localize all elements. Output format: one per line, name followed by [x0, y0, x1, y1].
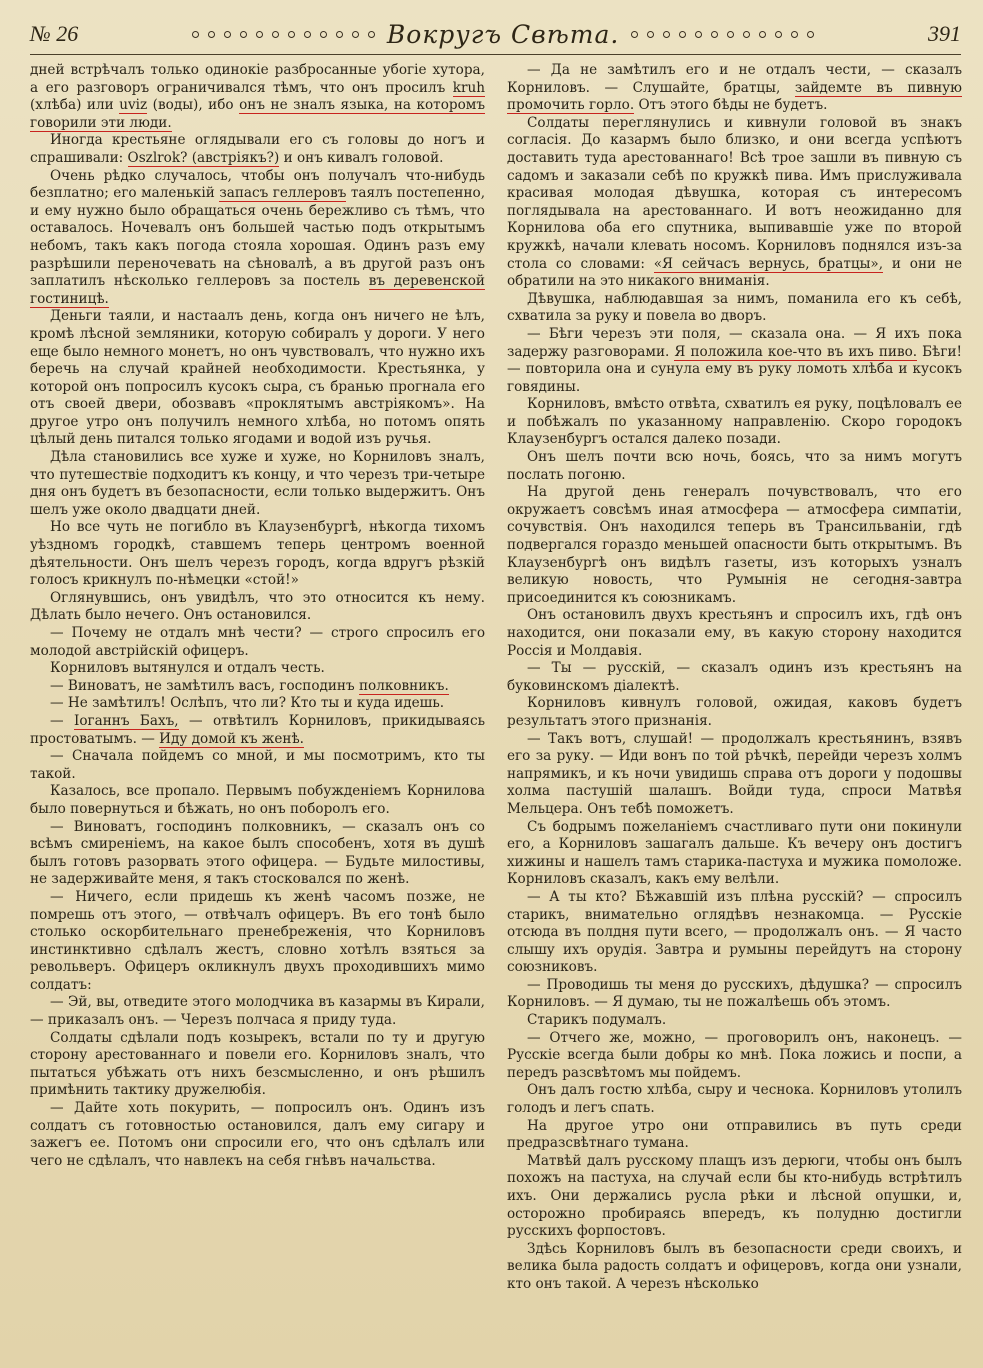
text-run: и они не обратили на это никакого вниманія.	[507, 255, 962, 290]
text-run: — отвѣтилъ Корниловъ, прикидываясь простоватымъ. —	[30, 712, 485, 747]
paragraph: Солдаты сдѣлали подъ козырекъ, встали по ту и другую сторону арестованнаго и повели его. Корниловъ зналъ, что пытаться убѣжать отъ нихъ безсмысленно, и онъ рѣшилъ примѣнить тактику дружелюбія.	[30, 1029, 485, 1099]
left-column	[30, 62, 485, 1362]
text-run: Отъ этого бѣды не будетъ.	[634, 97, 828, 114]
paragraph: Дѣла становились все хуже и хуже, но Корниловъ зналъ, что путешествіе подходитъ къ концу, и что черезъ три-четыре дня онъ будетъ въ безопасности, если только выдержитъ. Онъ шелъ уже около двадцати дней.	[30, 449, 485, 518]
right-column	[507, 62, 962, 1362]
paragraph: — Проводишь ты меня до русскихъ, дѣдушка? — спросилъ Корниловъ. — Я думаю, ты не пожалѣешь объ этомъ.	[507, 976, 962, 1011]
dot	[647, 31, 654, 38]
paragraph	[507, 326, 962, 396]
paragraph: — Отчего же, можно, — проговорилъ онъ, наконецъ. — Русскіе всегда были добры ко мнѣ. Пока ложись и поспи, а передъ разсвѣтомъ мы пойдемъ.	[507, 1029, 962, 1081]
paragraph: Онъ шелъ почти всю ночь, боясь, что за нимъ могутъ послать погоню.	[507, 449, 962, 483]
left-dot-ornament	[192, 31, 375, 38]
text-run: — Да не замѣтилъ его и не отдалъ чести, — сказалъ Корниловъ. — Слушайте, братцы,	[507, 62, 962, 96]
paragraph: На другой день генералъ почувствовалъ, что его окружаетъ совсѣмъ иная атмосфера — атмосфера симпатіи, сочувствія. Онъ находился теперь въ Трансильваніи, гдѣ подвергался гораздо меньшей опасности быть открытымъ. Въ Клаузенбургѣ онъ видѣлъ газеты, изъ которыхъ узналъ великую новость, что Румынія не сегодня-завтра присоединится къ союзникамъ.	[507, 484, 962, 606]
paragraph	[30, 713, 485, 748]
dot	[711, 31, 718, 38]
dot	[759, 31, 766, 38]
underlined-text: онъ не зналъ языка, на которомъ говорили эти люди.	[30, 97, 485, 131]
text-run: — Бѣги черезъ эти поля, — сказала она. — Я ихъ пока задержу разговорами.	[507, 325, 962, 360]
dot	[775, 31, 782, 38]
right-dot-ornament	[631, 31, 814, 38]
header-center	[78, 20, 928, 49]
paragraph: Онъ остановилъ двухъ крестьянъ и спросилъ ихъ, гдѣ онъ находится, они показали ему, въ какую сторону находится Россія и Молдавія.	[507, 607, 962, 659]
paragraph: Корниловъ, вмѣсто отвѣта, схватилъ ея руку, поцѣловалъ ее и побѣжалъ по указанному направленію. Скоро городокъ Клаузенбургъ остался далеко позади.	[507, 396, 962, 448]
paragraph: — Сначала пойдемъ со мной, и мы посмотримъ, кто ты такой.	[30, 748, 485, 782]
underlined-text: Oszlrok? (австріякъ?)	[127, 149, 280, 166]
underlined-text: Я положила кое-что въ ихъ пиво.	[674, 343, 918, 360]
dot	[695, 31, 702, 38]
paragraph	[507, 62, 962, 115]
dot	[368, 31, 375, 38]
underlined-text: запасъ геллеровъ	[219, 185, 347, 202]
paragraph: Оглянувшись, онъ увидѣлъ, что это относится къ нему. Дѣлать было нечего. Онъ остановился.	[30, 589, 485, 624]
paragraph	[30, 62, 485, 132]
dot	[336, 31, 343, 38]
page-number: 391	[928, 21, 961, 46]
dot	[679, 31, 686, 38]
text-run: — Виноватъ, не замѣтилъ васъ, господинъ	[50, 677, 359, 694]
text-run: (хлѣба) или	[30, 97, 120, 114]
paragraph: — Такъ вотъ, слушай! — продолжалъ крестьянинъ, взявъ его за руку. — Иди вонъ по той рѣчкѣ, перейди черезъ холмъ напрямикъ, и къ ночи увидишь справа отъ дороги у подошвы холма пастушій шалашъ. Войди туда, спроси Матвѣя Мельцера. Онъ тебѣ поможетъ.	[507, 730, 962, 817]
paragraph	[30, 168, 485, 309]
dot	[192, 31, 199, 38]
dot	[320, 31, 327, 38]
paragraph	[30, 678, 485, 696]
paragraph: Матвѣй далъ русскому плащъ изъ дерюги, чтобы онъ былъ похожъ на пастуха, на случай если бы кто-нибудь встрѣтилъ ихъ. Они держались русла рѣки и лѣсной опушки, и, осторожно пробираясь впередъ, къ полудню достигли русскихъ форпостовъ.	[507, 1152, 962, 1240]
page-header	[30, 14, 961, 55]
paragraph	[30, 132, 485, 167]
text-run: (воды), ибо	[147, 97, 240, 114]
text-run: Солдаты переглянулись и кивнули головой въ знакъ согласія. До казармъ было близко, и они всегда успѣютъ доставить туда арестованнаго! Всѣ трое зашли въ пивную съ садомъ и заказали себѣ по кружкѣ пива. Имъ прислуживала красивая молодая дѣвушка, которая съ интересомъ поглядывала на арестованнаго. И вотъ неожиданно для Корнилова оба его спутника, выпивавшіе уже по второй кружкѣ, начали клевать носомъ. Корниловъ поднялся изъ-за стола со словами:	[507, 114, 962, 272]
paragraph: На другое утро они отправились въ путь среди предразсвѣтнаго тумана.	[507, 1117, 962, 1152]
dot	[631, 31, 638, 38]
dot	[352, 31, 359, 38]
text-run: дней встрѣчалъ только одинокіе разбросанные убогіе хутора, а его разговоръ ограничивался тѣмъ, что онъ просилъ	[30, 62, 485, 96]
dot	[807, 31, 814, 38]
text-run: Очень рѣдко случалось, чтобы онъ получалъ что-нибудь безплатно; его маленькій	[30, 167, 485, 202]
dot	[240, 31, 247, 38]
underlined-text: зайдемте въ пивную промочить горло.	[507, 79, 962, 114]
paragraph: — А ты кто? Бѣжавшій изъ плѣна русскій? — спросилъ старикъ, внимательно оглядѣвъ незнакомца. — Русскіе отсюда въ полдня пути всего, — продолжалъ онъ. — Я часто слышу ихъ орудія. Завтра и румыны перейдутъ на сторону союзниковъ.	[507, 888, 962, 976]
dot	[224, 31, 231, 38]
paragraph: — Ничего, если придешь къ женѣ часомъ позже, не помрешь отъ этого, — отвѣчалъ офицеръ. Въ его тонѣ было столько оскорбительнаго пренебреженія, что Корниловъ инстинктивно сдѣлалъ жестъ, словно хотѣлъ взяться за револьверъ. Офицеръ окликнулъ двухъ проходившихъ мимо солдатъ:	[30, 888, 485, 993]
magazine-title: Вокругъ Свѣта.	[386, 19, 620, 49]
paragraph: — Дайте хоть покурить, — попросилъ онъ. Одинъ изъ солдатъ съ готовностью остановился, далъ ему сигару и зажегъ ее. Потомъ они спросили его, что онъ сдѣлалъ или чего не сдѣлалъ, что навлекъ на себя гнѣвъ начальства.	[30, 1100, 485, 1169]
underlined-text: kruh	[452, 79, 485, 96]
paragraph: Старикъ подумалъ.	[527, 1012, 667, 1029]
dot	[288, 31, 295, 38]
paragraph: Казалось, все пропало. Первымъ побужденіемъ Корнилова было повернуться и бѣжать, но онъ поборолъ его.	[30, 783, 485, 817]
paragraph: Онъ далъ гостю хлѣба, сыру и чеснока. Корниловъ утолилъ голодъ и легъ спать.	[507, 1082, 962, 1117]
text-run: Бѣги! — повторила она и сунула ему въ руку ломоть хлѣба и кусокъ говядины.	[507, 343, 962, 395]
underlined-text: полковникъ.	[358, 677, 449, 694]
paragraph	[507, 115, 962, 291]
paragraph: Здѣсь Корниловъ былъ въ безопасности среди своихъ, и велика была радость солдатъ и офицеровъ, когда они узнали, кто онъ такой. А черезъ нѣсколько	[507, 1240, 962, 1292]
paragraph: — Ты — русскій, — сказалъ одинъ изъ крестьянъ на буковинскомъ діалектѣ.	[507, 660, 962, 694]
dot	[256, 31, 263, 38]
paragraph: Дѣвушка, наблюдавшая за нимъ, поманила его къ себѣ, схватила за руку и повела во дворъ.	[507, 290, 962, 325]
text-run: и онъ кивалъ головой.	[279, 149, 444, 166]
paragraph: Деньги таяли, и настаалъ день, когда онъ ничего не ѣлъ, кромѣ лѣсной земляники, которую собиралъ у дороги. У него еще было немного монетъ, но онъ чувствовалъ, что нужно ихъ беречь на случай крайней необходимости. Крестьянка, у которой онъ попросилъ кусокъ сыра, съ бранью прогнала его отъ своей двери, обозвавъ «проклятымъ австріякомъ». На другое утро онъ получилъ немного хлѣба, но потомъ опять цѣлый день питался только ягодами и водой изъ ручья.	[30, 308, 485, 448]
paragraph: Съ бодрымъ пожеланіемъ счастливаго пути они покинули его, а Корниловъ зашагалъ дальше. Къ вечеру онъ достигъ хижины и нашелъ тамъ старика-пастуха и мужика помоложе. Корниловъ сказалъ, какъ ему велѣли.	[507, 818, 962, 888]
paragraph: Но все чуть не погибло въ Клаузенбургѣ, нѣкогда тихомъ уѣздномъ городкѣ, ставшемъ теперь центромъ военной дѣятельности. Онъ шелъ черезъ городъ, когда вдругъ рѣзкій голосъ крикнулъ по-нѣмецки «стой!»	[30, 519, 485, 589]
issue-number: № 26	[30, 21, 79, 46]
underlined-text: uviz	[119, 97, 148, 114]
text-run: —	[50, 712, 74, 729]
paragraph: Корниловъ вытянулся и отдалъ честь.	[50, 660, 325, 677]
paragraph: — Эй, вы, отведите этого молодчика въ казармы въ Кирали, — приказалъ онъ. — Черезъ полчаса я приду туда.	[30, 994, 485, 1029]
dot	[727, 31, 734, 38]
dot	[208, 31, 215, 38]
paragraph: — Не замѣтилъ! Ослѣпъ, что ли? Кто ты и куда идешь.	[50, 695, 445, 712]
underlined-text: въ деревенской гостиницѣ.	[30, 273, 485, 307]
text-run: Иногда крестьяне оглядывали его съ головы до ногъ и спрашивали:	[30, 132, 485, 166]
text-run: таялъ постепенно, и ему нужно было обращаться очень бережливо съ тѣмъ, что оставалось. Ночевалъ онъ большей частью подъ открытымъ небомъ, такъ какъ погода стояла хорошая. Одинъ разъ ему разрѣшили переночевать на сѣновалѣ, а въ другой разъ онъ заплатилъ нѣсколько геллеровъ за постель	[30, 185, 485, 290]
paragraph: Корниловъ кивнулъ головой, ожидая, каковъ будетъ результатъ этого признанія.	[507, 695, 962, 729]
text-columns	[30, 62, 963, 1362]
dot	[304, 31, 311, 38]
paragraph: — Почему не отдалъ мнѣ чести? — строго спросилъ его молодой австрійскій офицеръ.	[30, 625, 485, 659]
dot	[272, 31, 279, 38]
dot	[791, 31, 798, 38]
dot	[743, 31, 750, 38]
paragraph: — Виноватъ, господинъ полковникъ, — сказалъ онъ со всѣмъ смиреніемъ, на какое былъ способенъ, хотя въ душѣ былъ готовъ разорвать этого офицера. — Будьте милостивы, не задерживайте меня, я такъ стосковался по женѣ.	[30, 818, 485, 888]
underlined-text: «Я сейчасъ вернусь, братцы»,	[653, 255, 884, 272]
underlined-text: Иду домой къ женѣ.	[159, 730, 304, 747]
underlined-text: Іоганнъ Бахъ,	[73, 712, 179, 729]
dot	[663, 31, 670, 38]
